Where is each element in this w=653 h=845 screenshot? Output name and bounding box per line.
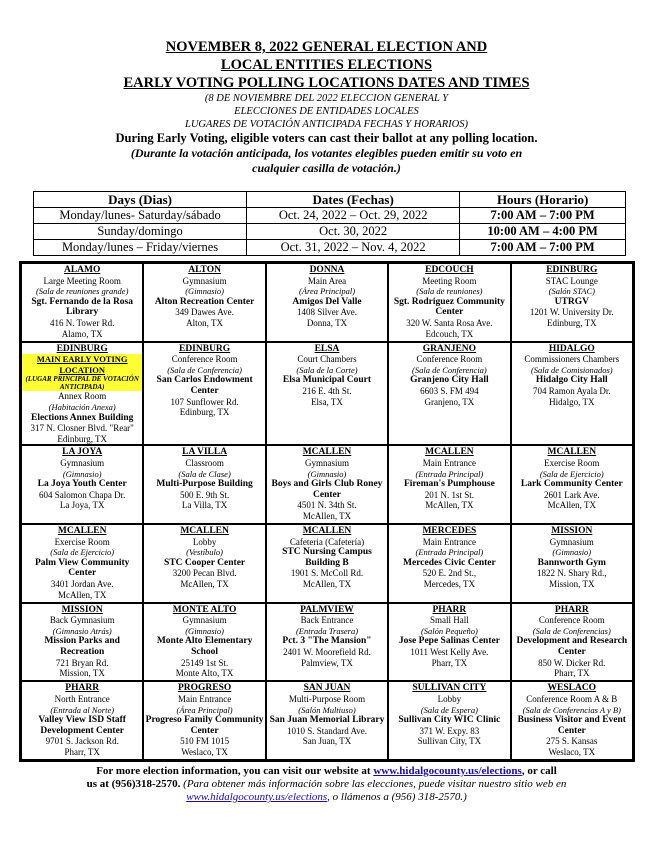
- location-cell: [511, 445, 633, 524]
- location-address: 25149 1st St.: [180, 657, 229, 668]
- location-address: 520 E. 2nd St.,: [422, 568, 477, 579]
- location-address: 201 N. 1st St.: [424, 489, 475, 500]
- location-city: WESLACO: [547, 683, 597, 694]
- footer-text-es: , o llámenos a (956) 318-2570.): [327, 791, 467, 803]
- location-address: 320 W. Santa Rosa Ave.: [406, 317, 493, 328]
- location-cell: [266, 681, 388, 760]
- location-name: Bannworth Gym: [537, 557, 606, 568]
- location-address: 500 E. 9th St.: [179, 489, 230, 500]
- location-room-es: (Sala de Conferencias A y B): [522, 704, 621, 715]
- location-address: 1201 W. University Dr.: [529, 307, 614, 318]
- location-room: North Entrance: [54, 693, 110, 704]
- location-room-es: (Sala de Ejercicio): [50, 547, 115, 558]
- location-name: Monte Alto Elementary School: [156, 636, 253, 658]
- location-city: ELSA: [314, 343, 340, 354]
- title-line-1: NOVEMBER 8, 2022 GENERAL ELECTION AND: [165, 39, 488, 55]
- location-name: Mission Parks and Recreation: [44, 636, 120, 658]
- location-room-es: (Gimnasio Atrás): [52, 625, 112, 636]
- location-room: Small Hall: [430, 615, 469, 626]
- title-es-2: ELECCIONES DE ENTIDADES LOCALES: [234, 106, 419, 117]
- location-cell: [143, 524, 265, 603]
- location-cell: [388, 681, 510, 760]
- location-room-es: (Sala de Conferencia): [412, 364, 487, 375]
- dates-header: Dates (Fechas): [247, 192, 460, 208]
- location-room-es: (Salón Pequeño): [420, 625, 478, 636]
- location-address: 850 W. Dicker Rd.: [538, 657, 606, 668]
- location-room-es: (Entrada Principal): [415, 468, 484, 479]
- location-city: MCALLEN: [180, 526, 229, 537]
- location-cell: [143, 263, 265, 342]
- location-city-state: Monte Alto, TX: [175, 668, 234, 679]
- hours-table-header: [34, 192, 626, 208]
- location-city: PHARR: [554, 604, 589, 615]
- hours-header: Hours (Horario): [460, 192, 626, 208]
- location-room: Gymnasium: [182, 615, 227, 626]
- location-address: 107 Sunflower Rd.: [170, 396, 239, 407]
- days-cell: Monday/lunes- Saturday/sábado: [34, 208, 247, 224]
- location-name: Palm View Community Center: [34, 557, 130, 579]
- location-city: MCALLEN: [57, 526, 107, 537]
- location-city-state: Hidalgo, TX: [549, 396, 595, 407]
- location-address: 1010 S. Standard Ave.: [286, 725, 368, 736]
- location-city: PHARR: [65, 683, 100, 694]
- location-city: MCALLEN: [302, 526, 352, 537]
- location-address: 604 Salomon Chapa Dr.: [38, 489, 126, 500]
- location-cell: [21, 445, 143, 524]
- location-name: UTRGV: [554, 296, 589, 307]
- location-room-es: (Sala de reuniones grande): [35, 286, 129, 297]
- location-name: Elsa Municipal Court: [282, 375, 372, 386]
- location-room: Commissioners Chambers: [524, 354, 620, 365]
- title-es-1: (8 DE NOVIEMBRE DEL 2022 ELECCION GENERAL Y: [204, 93, 449, 104]
- location-room: Conference Room A & B: [526, 693, 618, 704]
- location-cell: [266, 263, 388, 342]
- title-line-2: LOCAL ENTITIES ELECTIONS: [220, 57, 433, 73]
- location-city: HIDALGO: [548, 343, 595, 354]
- location-room-es: (Sala de Conferencias): [532, 625, 611, 636]
- location-city-state: McAllen, TX: [547, 500, 596, 511]
- table-row: [34, 224, 626, 240]
- hours-cell: 7:00 AM – 7:00 PM: [460, 208, 626, 224]
- location-cell: [511, 681, 633, 760]
- location-city-state: McAllen, TX: [425, 500, 474, 511]
- location-cell: [266, 342, 388, 446]
- location-room: Classroom: [185, 457, 224, 468]
- location-room: Back Gymnasium: [49, 615, 115, 626]
- location-room: Gymnasium: [60, 457, 105, 468]
- location-room: Cafeteria (Cafetería): [289, 536, 365, 547]
- location-cell: [511, 263, 633, 342]
- location-address: 416 N. Tower Rd.: [49, 317, 115, 328]
- footer-line-2: [0, 778, 653, 791]
- location-room: Exercise Room: [54, 536, 110, 547]
- location-room: Lobby: [192, 536, 217, 547]
- location-room-es: (Sala de reuniones): [416, 286, 483, 297]
- location-name: Lark Community Center: [520, 479, 623, 490]
- location-city: LA VILLA: [182, 447, 228, 458]
- location-room: Lobby: [437, 693, 462, 704]
- location-city: GRANJENO: [422, 343, 477, 354]
- location-room-es: (Sala de Espera): [420, 704, 478, 715]
- location-city-state: Alamo, TX: [61, 328, 103, 339]
- location-room: Main Area: [307, 275, 347, 286]
- location-name: STC Cooper Center: [164, 557, 246, 568]
- location-room-es: (Sala de Conferencia): [167, 364, 242, 375]
- location-city-state: Mercedes, TX: [423, 579, 476, 590]
- location-name: Granjeno City Hall: [410, 375, 489, 386]
- footer: [0, 765, 653, 804]
- location-address: 704 Ramon Ayala Dr.: [532, 386, 611, 397]
- location-city-state: Edinburg, TX: [546, 317, 597, 328]
- days-header: Days (Dias): [34, 192, 247, 208]
- location-room-es: (Entrada Trasera): [295, 625, 359, 636]
- location-city-state: Donna, TX: [306, 317, 348, 328]
- location-room-es: (Área Principal): [176, 704, 233, 715]
- location-cell: [143, 342, 265, 446]
- location-address: 275 S. Kansas: [546, 736, 598, 747]
- location-room: Main Entrance: [422, 457, 476, 468]
- location-city: MERCEDES: [422, 526, 477, 537]
- hours-table: [33, 191, 626, 256]
- location-room-es: (Área Principal): [298, 286, 356, 297]
- location-city: MCALLEN: [425, 447, 474, 458]
- location-city-state: Pharr, TX: [431, 657, 468, 668]
- location-room: Exercise Room: [544, 457, 600, 468]
- location-name: Sgt. Rodriguez Community Center: [393, 296, 505, 318]
- location-cell: [143, 603, 265, 682]
- location-room: Meeting Room: [422, 275, 477, 286]
- days-cell: Sunday/domingo: [34, 224, 247, 240]
- location-room: Conference Room: [538, 615, 605, 626]
- location-city-state: Weslaco, TX: [181, 746, 228, 757]
- location-city-state: Mission, TX: [59, 668, 105, 679]
- location-cell: [511, 524, 633, 603]
- location-room: Conference Room: [416, 354, 483, 365]
- elections-website-link[interactable]: www.hidalgocounty.us/elections: [373, 765, 522, 777]
- location-room-es: (Gimnasio): [185, 286, 224, 297]
- any-location-note-es-2: cualquier casilla de votación.): [252, 161, 401, 175]
- any-location-note-es-1: (Durante la votación anticipada, los votantes elegibles pueden emitir su voto en: [130, 146, 523, 160]
- title-line-3: EARLY VOTING POLLING LOCATIONS DATES AND TIMES: [123, 75, 530, 91]
- footer-text: For more election information, you can visit our website at: [96, 765, 374, 777]
- any-location-note: During Early Voting, eligible voters can cast their ballot at any polling location.: [115, 131, 538, 145]
- location-name: Business Visitor and Event Center: [517, 715, 626, 736]
- location-city-state: San Juan, TX: [302, 736, 352, 747]
- location-cell: [266, 445, 388, 524]
- location-cell: [511, 603, 633, 682]
- location-address: 216 E. 4th St.: [302, 386, 352, 397]
- location-cell: [266, 524, 388, 603]
- location-city-state: Pharr, TX: [64, 746, 100, 757]
- footer-line-3: [0, 791, 653, 804]
- location-name: Sgt. Fernando de la Rosa Library: [31, 296, 133, 318]
- location-cell: [143, 681, 265, 760]
- location-room: STAC Lounge: [545, 275, 598, 286]
- location-city: SAN JUAN: [303, 683, 351, 694]
- location-cell: [143, 445, 265, 524]
- main-location-badge: MAIN EARLY VOTING LOCATION: [22, 354, 142, 375]
- location-room: Gymnasium: [182, 275, 227, 286]
- location-address: 1011 West Kelly Ave.: [410, 647, 489, 658]
- location-city: MCALLEN: [547, 447, 597, 458]
- dates-cell: Oct. 31, 2022 – Nov. 4, 2022: [247, 240, 460, 256]
- location-city-state: La Villa, TX: [181, 500, 228, 511]
- location-city-state: Granjeno, TX: [424, 396, 475, 407]
- location-address: 3200 Pecan Blvd.: [172, 568, 237, 579]
- location-city: MONTE ALTO: [172, 604, 237, 615]
- location-city-state: McAllen, TX: [302, 579, 352, 590]
- location-city-state: Edinburg, TX: [57, 433, 108, 444]
- location-room-es: (Sala de Comisionados): [530, 364, 613, 375]
- elections-website-link-es[interactable]: www.hidalgocounty.us/elections: [186, 791, 328, 803]
- location-cell: [388, 342, 510, 446]
- location-city-state: Sullivan City, TX: [417, 736, 482, 747]
- location-cell: [21, 263, 143, 342]
- location-room-es: (Entrada al Norte): [50, 704, 115, 715]
- dates-cell: Oct. 30, 2022: [247, 224, 460, 240]
- location-city: EDINBURG: [178, 343, 231, 354]
- location-city-state: Edinburg, TX: [179, 407, 230, 418]
- location-room: Conference Room: [171, 354, 238, 365]
- location-room-es: (Entrada Principal): [415, 547, 484, 558]
- hours-cell: 10:00 AM – 4:00 PM: [460, 224, 626, 240]
- table-row: [34, 208, 626, 224]
- hours-cell: 7:00 AM – 7:00 PM: [460, 240, 626, 256]
- location-room-es: (Gimnasio): [552, 547, 592, 558]
- location-city: DONNA: [309, 265, 345, 275]
- location-name: Sullivan City WIC Clinic: [398, 715, 501, 726]
- location-room-es: (Sala de la Corte): [296, 364, 358, 375]
- location-name: Mercedes Civic Center: [403, 557, 496, 568]
- main-location-badge-es: (LUGAR PRINCIPAL DE VOTACIÓN ANTICIPADA): [22, 375, 142, 391]
- location-cell: [388, 263, 510, 342]
- footer-text: , or call: [521, 765, 557, 777]
- location-name: San Juan Memorial Library: [269, 715, 385, 726]
- location-address: 4501 N. 34th St.: [297, 500, 357, 511]
- location-name: Progreso Family Community Center: [145, 715, 264, 736]
- location-city-state: Edcouch, TX: [425, 328, 474, 339]
- location-address: 721 Bryan Rd.: [55, 657, 109, 668]
- location-city: EDINBURG: [56, 343, 108, 354]
- location-city-state: McAllen, TX: [302, 510, 352, 521]
- location-room: Main Entrance: [177, 693, 232, 704]
- location-cell: [511, 342, 633, 446]
- location-cell: [266, 603, 388, 682]
- location-room: Back Entrance: [300, 615, 354, 626]
- location-room: Large Meeting Room: [43, 275, 121, 286]
- location-room-es: (Salón STAC): [548, 286, 595, 297]
- footer-phone: us at (956)318-2570.: [86, 778, 181, 790]
- location-city: PROGRESO: [177, 683, 232, 694]
- location-name: STC Nursing Campus Building B: [282, 547, 372, 568]
- location-city-state: Alton, TX: [186, 317, 224, 328]
- location-name: Jose Pepe Salinas Center: [398, 636, 500, 647]
- location-address: 3401 Jordan Ave.: [50, 579, 114, 590]
- location-city-state: McAllen, TX: [58, 589, 107, 600]
- location-city: SULLIVAN CITY: [412, 683, 487, 694]
- location-room-es: (Salón Multiuso): [298, 704, 356, 715]
- location-address: 2601 Lark Ave.: [544, 489, 600, 500]
- location-name: La Joya Youth Center: [37, 479, 127, 490]
- location-room: Multi-Purpose Room: [288, 693, 366, 704]
- location-room: Court Chambers: [297, 354, 357, 365]
- location-name: Valley View ISD Staff Development Center: [38, 715, 126, 736]
- location-name: Alton Recreation Center: [154, 296, 255, 307]
- title-block: [0, 38, 653, 176]
- location-city-state: Pharr, TX: [554, 668, 590, 679]
- location-city-state: Mission, TX: [549, 579, 595, 590]
- location-city: ALAMO: [63, 265, 101, 275]
- location-room-es: (Gimnasio): [307, 468, 347, 479]
- location-room-es: (Vestíbulo): [186, 547, 223, 558]
- footer-text-es: (Para obtener más información sobre las elecciones, puede visitar nuestro sitio web en: [180, 778, 567, 790]
- location-address: 1822 N. Shary Rd.,: [537, 568, 607, 579]
- location-city: PALMVIEW: [300, 604, 354, 615]
- location-city: MCALLEN: [302, 447, 352, 458]
- location-name: Hidalgo City Hall: [535, 375, 608, 386]
- location-city-state: Weslaco, TX: [548, 746, 596, 757]
- dates-cell: Oct. 24, 2022 – Oct. 29, 2022: [247, 208, 460, 224]
- location-city: MISSION: [61, 604, 103, 615]
- location-cell: [21, 342, 143, 446]
- location-address: 6603 S. FM 494: [420, 386, 479, 397]
- location-city-state: Elsa, TX: [311, 396, 343, 407]
- location-cell: [388, 524, 510, 603]
- location-city-state: McAllen, TX: [180, 579, 229, 590]
- location-city: PHARR: [432, 604, 467, 615]
- location-address: 317 N. Closner Blvd. "Rear": [30, 423, 134, 434]
- location-cell: [388, 603, 510, 682]
- location-room-es: (Gimnasio): [185, 625, 224, 636]
- location-city: EDCOUCH: [425, 265, 474, 275]
- location-room-es: (Gimnasio): [62, 468, 102, 479]
- location-room: Annex Room: [58, 391, 107, 402]
- location-address: 9701 S. Jackson Rd.: [45, 736, 119, 747]
- location-room-es: (Habitación Anexa): [48, 402, 116, 413]
- location-cell: [388, 445, 510, 524]
- location-cell: [21, 603, 143, 682]
- location-name: Development and Research Center: [516, 636, 628, 658]
- location-city-state: Palmview, TX: [301, 657, 353, 668]
- location-name: San Carlos Endowment Center: [156, 375, 253, 397]
- location-room-es: (Sala de Ejercicio): [539, 468, 604, 479]
- table-row: [34, 240, 626, 256]
- location-address: 510 FM 1015: [180, 736, 230, 747]
- location-name: Pct. 3 "The Mansion": [282, 636, 372, 647]
- location-address: 1901 S. McColl Rd.: [290, 568, 364, 579]
- location-room-es: (Sala de Clase): [178, 468, 231, 479]
- location-name: Multi-Purpose Building: [156, 479, 253, 490]
- footer-line-1: [0, 765, 653, 778]
- location-cell: [21, 681, 143, 760]
- location-city: ALTON: [188, 265, 221, 275]
- location-address: 1408 Silver Ave.: [296, 307, 358, 318]
- location-name: Boys and Girls Club Roney Center: [271, 479, 383, 500]
- location-address: 371 W. Expy. 83: [419, 725, 480, 736]
- location-room: Main Entrance: [422, 536, 476, 547]
- location-city: MISSION: [551, 526, 593, 537]
- location-city: LA JOYA: [62, 447, 103, 458]
- locations-grid: [19, 261, 635, 762]
- location-room: Gymnasium: [304, 457, 349, 468]
- location-name: Fireman's Pumphouse: [403, 479, 495, 490]
- location-city-state: La Joya, TX: [59, 500, 105, 511]
- location-address: 349 Dawes Ave.: [175, 307, 234, 318]
- location-room: Gymnasium: [549, 536, 594, 547]
- location-cell: [21, 524, 143, 603]
- location-address: 2401 W. Moorefield Rd.: [283, 647, 371, 658]
- location-name: Elections Annex Building: [30, 412, 134, 423]
- location-city: EDINBURG: [546, 265, 598, 275]
- location-name: Amigos Del Valle: [292, 296, 362, 307]
- days-cell: Monday/lunes – Friday/viernes: [34, 240, 247, 256]
- title-es-3: LUGARES DE VOTACIÓN ANTICIPADA FECHAS Y HORARIOS): [185, 119, 468, 130]
